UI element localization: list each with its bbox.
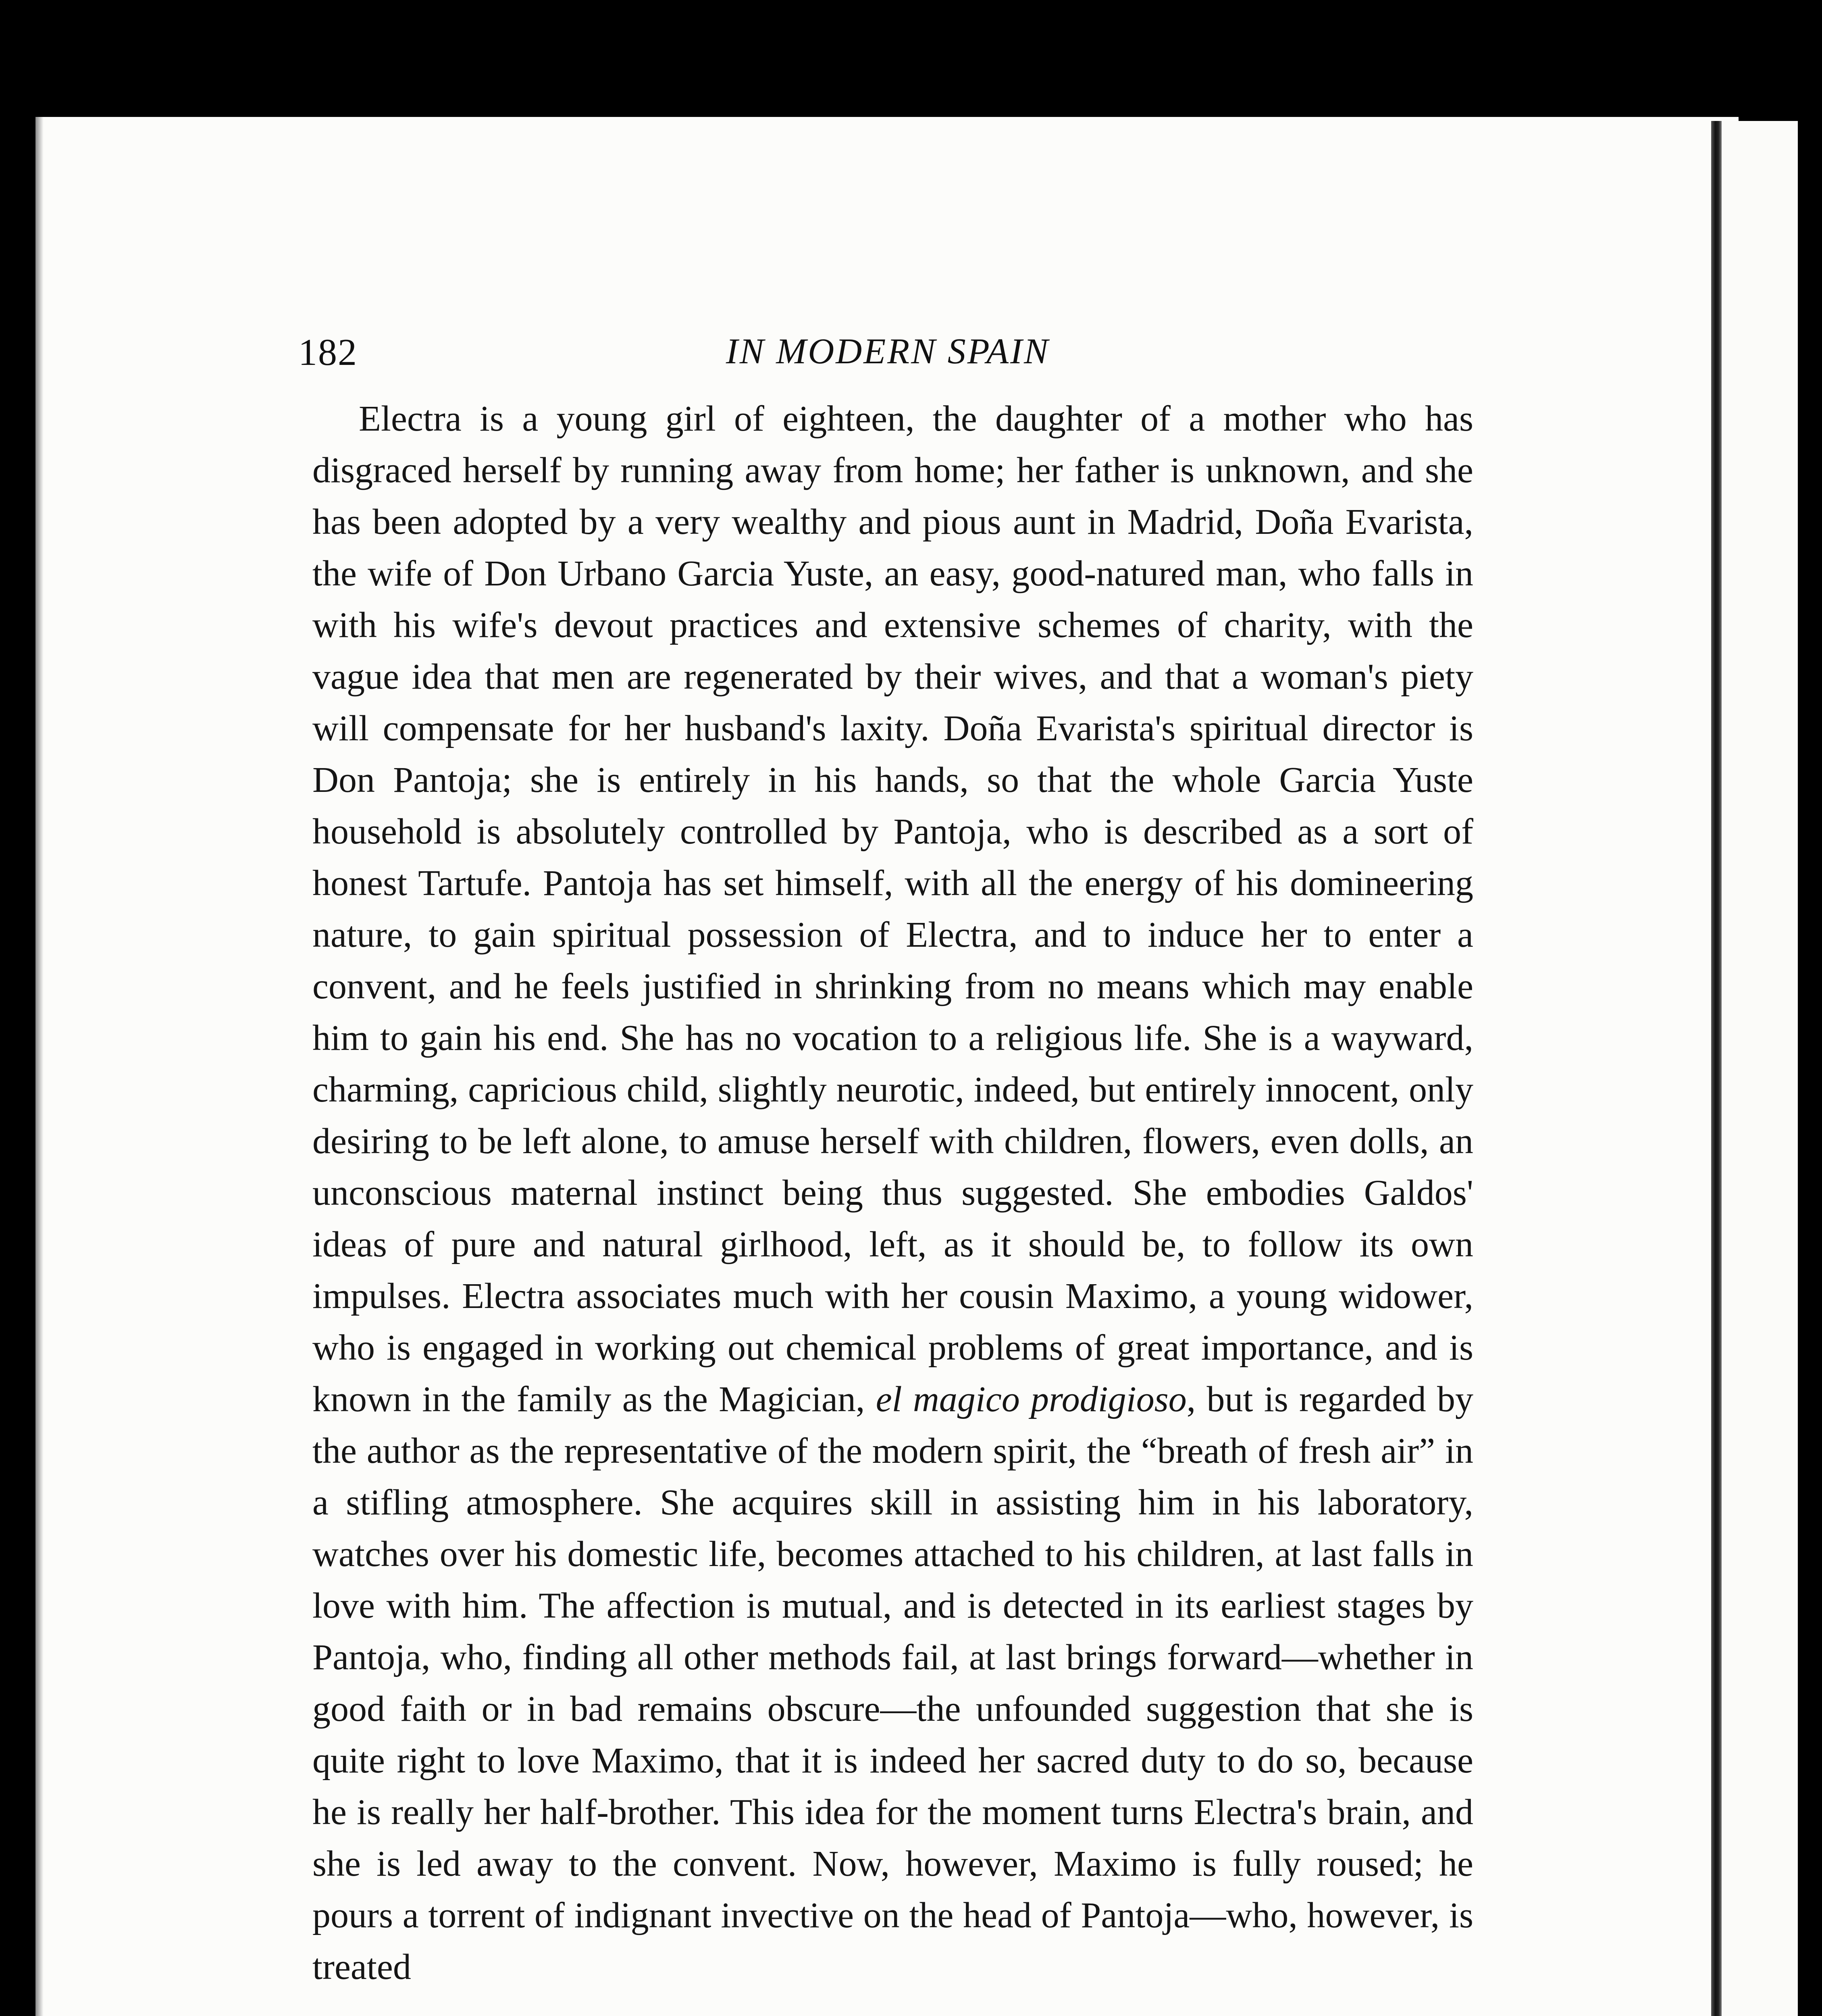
page-header xyxy=(298,323,1477,379)
body-paragraph xyxy=(312,393,1473,1993)
italic-phrase: el magico prodigioso xyxy=(876,1379,1187,1419)
text-before-italic: Electra is a young girl of eighteen, the daughter of a mother who has disgraced herself by running away from home; her father is unknown, and she has been adopted by a very wealthy and pious aunt in Madrid, Doña Evarista, the wife of Don Urbano Garcia Yuste, an easy, good-natured man, who falls in with his wife's devout practices and extensive schemes of charity, with the vague idea that men are regenerated by their wives, and that a woman's piety will compensate for her husband's laxity. Doña Evarista's spiritual director is Don Pantoja; she is entirely in his hands, so that the whole Garcia Yuste household is absolutely controlled by Pantoja, who is described as a sort of honest Tartufe. Pantoja has set himself, with all the energy of his domineering nature, to gain spiritual possession of Electra, and to induce her to enter a convent, and he feels justified in shrinking from no means which may enable him to gain his end. She has no vocation to a religious life. She is a wayward, charming, capricious child, slightly neurotic, indeed, but entirely innocent, only desiring to be left alone, to amuse herself with children, flowers, even dolls, an unconscious maternal instinct being thus suggested. She embodies Galdos' ideas of pure and natural girlhood, left, as it should be, to follow its own impulses. Electra associates much with her cousin Maximo, a young widower, who is engaged in working out chemical problems of great importance, and is known in the family as the Magician, xyxy=(312,399,1473,1419)
text-after-italic: , but is regarded by the author as the representative of the modern spirit, the “breath of fresh air” in a stifling atmosphere. She acquires skill in assisting him in his laboratory, watches over his domestic life, becomes attached to his children, at last falls in love with him. The affection is mutual, and is detected in its earliest stages by Pantoja, who, finding all other methods fail, at last brings forward—whether in good faith or in bad remains obscure—the unfounded suggestion that she is quite right to love Maximo, that it is indeed her sacred duty to do so, because he is really her half-brother. This idea for the moment turns Electra's brain, and she is led away to the convent. Now, however, Maximo is fully roused; he pours a torrent of indignant invective on the head of Pantoja—who, however, is treated xyxy=(312,1379,1473,1987)
facing-page-edge xyxy=(1713,121,1798,2016)
running-head: IN MODERN SPAIN xyxy=(726,331,1050,371)
page-number: 182 xyxy=(298,331,358,373)
page-edge-shadow xyxy=(35,117,44,2016)
book-gutter xyxy=(1711,121,1722,2016)
body-text xyxy=(312,393,1473,1993)
